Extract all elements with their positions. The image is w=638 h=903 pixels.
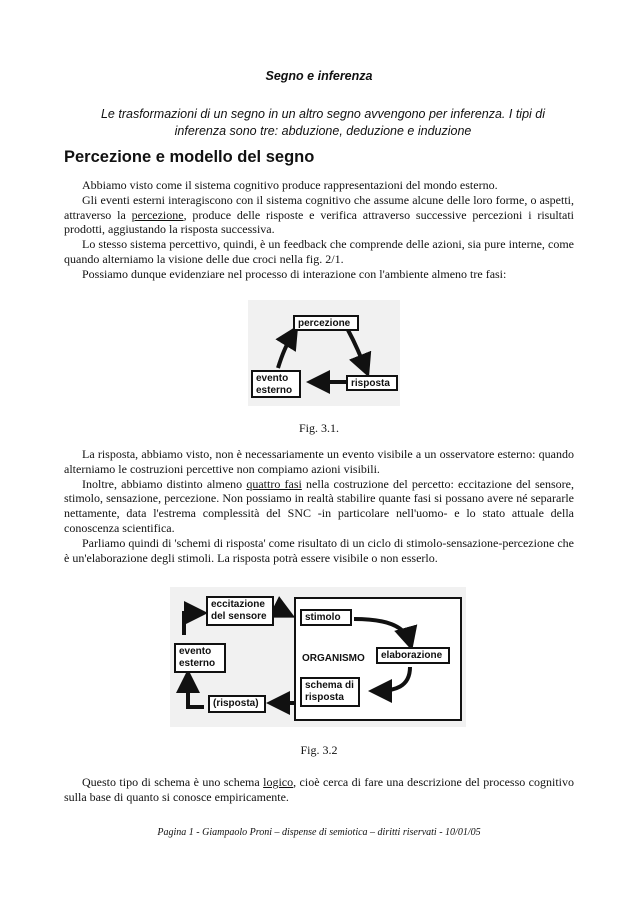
paragraph: La risposta, abbiamo visto, non è necessariamente un evento visibile a un osservatore esterno: quando alterniamo le costruzioni percettive non compiamo azioni visibili. xyxy=(64,447,574,476)
underlined-term: percezione xyxy=(131,207,184,222)
arrow-stimolo-elaborazione xyxy=(354,619,410,643)
section-heading: Percezione e modello del segno xyxy=(64,148,315,166)
box-stimolo: stimolo xyxy=(300,609,352,626)
arrow-to-evento xyxy=(188,677,204,707)
text-span: nella costruzione del percetto: eccitazione del sensore, stimolo, sensazione, percezione. Non possiamo in realtà stabilire quante fasi si possano avere né separarle nettamente, data l'estrema complessità del SNC -in particolare nell'uomo- e lo stato attuale della conoscenza scientifica. xyxy=(64,476,574,535)
box-schema-risposta: schema di risposta xyxy=(300,677,360,707)
arrow-up-left xyxy=(184,613,200,635)
box-risposta: risposta xyxy=(346,375,398,391)
underlined-term: quattro fasi xyxy=(246,476,302,491)
figure-caption: Fig. 3.1. xyxy=(298,421,339,435)
box-elaborazione: elaborazione xyxy=(376,647,450,664)
page-footer: Pagina 1 - Giampaolo Proni – dispense di semiotica – diritti riservati - 10/01/05 xyxy=(157,827,481,838)
paragraph xyxy=(64,477,574,536)
page-title: Segno e inferenza xyxy=(265,69,373,83)
paragraph xyxy=(64,775,574,805)
arrow-right xyxy=(348,330,366,370)
box-evento-esterno: evento esterno xyxy=(251,370,301,398)
figure-caption: Fig. 3.2 xyxy=(300,743,338,757)
paragraph: Possiamo dunque evidenziare nel processo di interazione con l'ambiente almeno tre fasi: xyxy=(82,266,507,281)
arrow-elaborazione-schema xyxy=(376,667,410,691)
paragraph-block-2 xyxy=(64,447,574,565)
paragraph: Lo stesso sistema percettivo, quindi, è un feedback che comprende delle azioni, sia pure interne, come quando alterniamo la visione delle due croci nella fig. 2/1. xyxy=(64,237,574,266)
organism-label: ORGANISMO xyxy=(302,653,365,664)
text-span: Inoltre, abbiamo distinto almeno xyxy=(82,476,247,491)
paragraph: Abbiamo visto come il sistema cognitivo produce rappresentazioni del mondo esterno. xyxy=(82,178,498,192)
page-subtitle: Le trasformazioni di un segno in un altro segno avvengono per inferenza. I tipi di inferenza sono tre: abduzione, deduzione e induzione xyxy=(100,107,546,138)
paragraph xyxy=(64,193,574,237)
box-percezione: percezione xyxy=(293,315,359,331)
paragraph-block-1 xyxy=(64,178,574,282)
box-risposta: (risposta) xyxy=(208,695,266,713)
text-span: Questo tipo di schema è uno schema xyxy=(82,775,264,789)
arrow-left xyxy=(278,332,294,368)
text-span: , produce delle risposte e verifica attraverso successive percezioni i risultati prodotti, aggiustando la risposta successiva. xyxy=(64,207,575,237)
paragraph-block-3 xyxy=(64,775,574,805)
paragraph: Parliamo quindi di 'schemi di risposta' come risultato di un ciclo di stimolo-sensazione-percezione che è un'elaborazione degli stimoli. La risposta potrà essere visibile o non esserlo. xyxy=(64,535,574,565)
underlined-term: logico xyxy=(263,775,294,789)
text-span: , cioè cerca di fare una descrizione del processo cognitivo sulla base di quanto si conosce empiricamente. xyxy=(64,775,574,804)
box-eccitazione: eccitazione del sensore xyxy=(206,596,274,626)
text-span: Gli eventi esterni interagiscono con il sistema cognitivo che assume alcune delle loro forme, o aspetti, attraverso la xyxy=(64,192,574,222)
figure-3-1 xyxy=(248,300,400,406)
box-evento-esterno: evento esterno xyxy=(174,643,226,673)
figure-3-2 xyxy=(170,587,466,727)
